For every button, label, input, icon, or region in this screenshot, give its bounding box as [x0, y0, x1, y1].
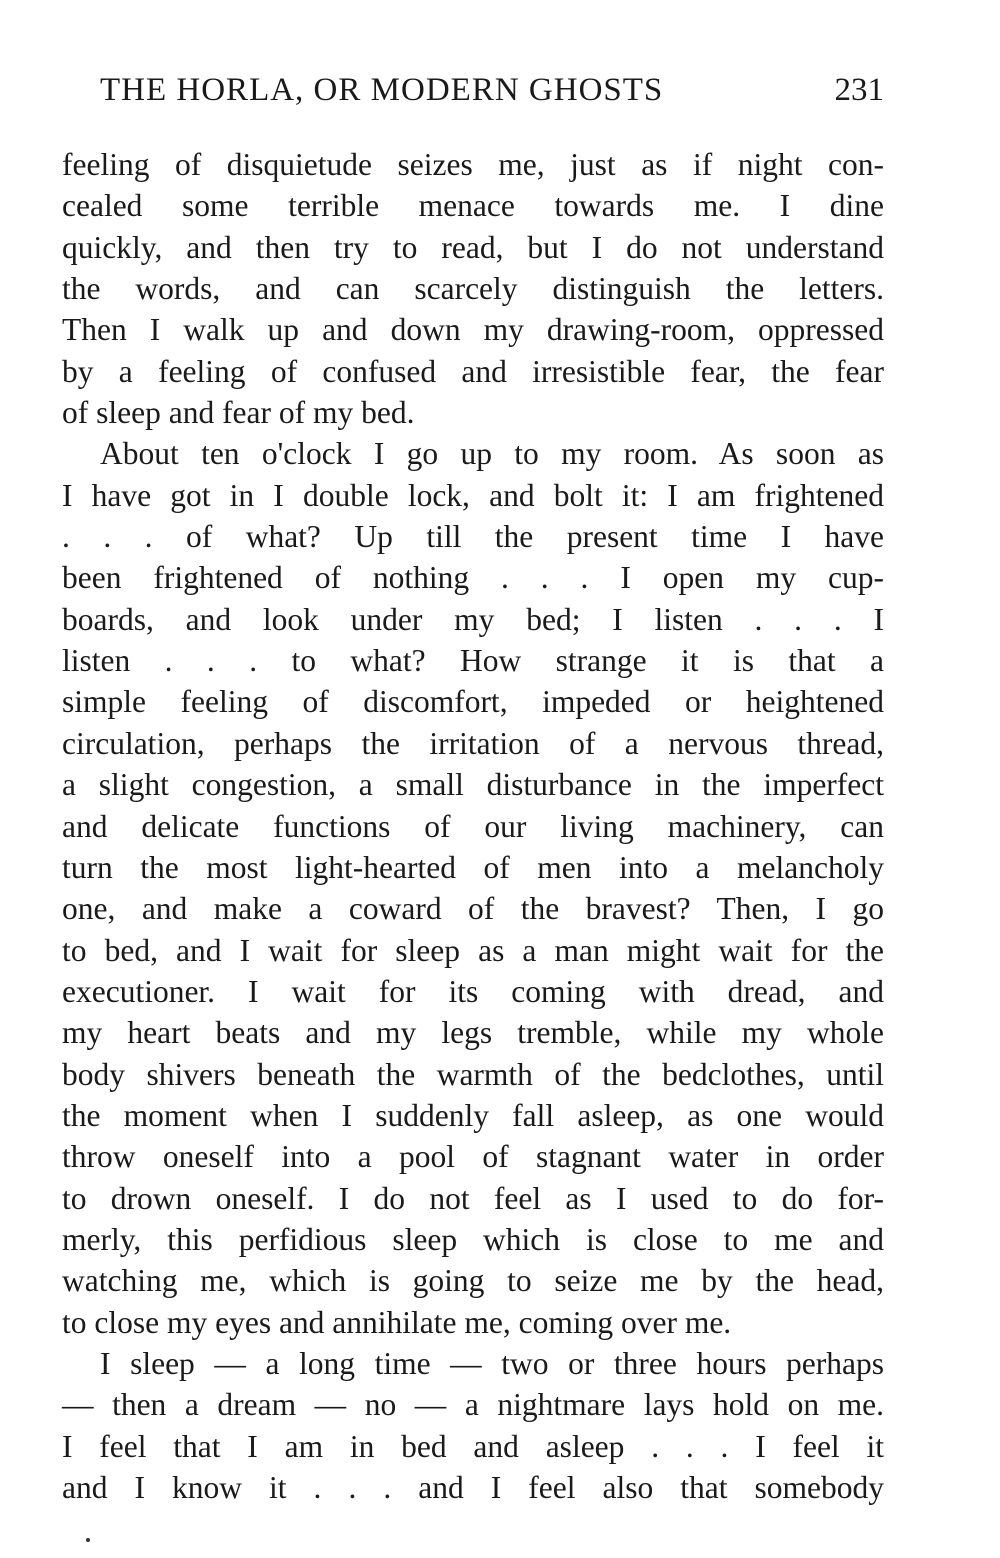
text-line: watching me, which is going to seize me by the head, — [62, 1263, 884, 1299]
text-line: About ten o'clock I go up to my room. As soon as — [100, 436, 884, 472]
text-line: quickly, and then try to read, but I do not understand — [62, 229, 884, 265]
text-line: Then I walk up and down my drawing-room, oppressed — [62, 312, 884, 348]
text-line: feeling of disquietude seizes me, just as if night con- — [62, 147, 884, 182]
page-header — [62, 72, 884, 122]
text-line: circulation, perhaps the irritation of a nervous thread, — [62, 725, 884, 761]
print-speck — [86, 1538, 90, 1542]
text-line: of sleep and fear of my bed. — [62, 395, 415, 431]
text-line: boards, and look under my bed; I listen . . . I — [62, 601, 884, 637]
text-line: the moment when I suddenly fall asleep, as one would — [62, 1097, 884, 1133]
text-line: to bed, and I wait for sleep as a man might wait for the — [62, 932, 884, 968]
text-line: to close my eyes and annihilate me, coming over me. — [62, 1304, 732, 1340]
text-line: merly, this perfidious sleep which is close to me and — [62, 1221, 884, 1257]
text-line: and I know it . . . and I feel also that somebody — [62, 1470, 884, 1505]
text-line: executioner. I wait for its coming with dread, and — [62, 973, 884, 1009]
text-line: a slight congestion, a small disturbance in the imperfect — [62, 767, 884, 803]
text-line: I have got in I double lock, and bolt it: I am frightened — [62, 477, 884, 513]
text-line: one, and make a coward of the bravest? Then, I go — [62, 891, 884, 927]
running-title: THE HORLA, OR MODERN GHOSTS — [100, 72, 664, 108]
text-line: . . . of what? Up till the present time I have — [62, 519, 884, 555]
paragraph — [62, 433, 884, 1343]
text-line: simple feeling of discomfort, impeded or heightened — [62, 684, 884, 720]
text-line: throw oneself into a pool of stagnant water in order — [62, 1139, 884, 1175]
text-line: been frightened of nothing . . . I open my cup- — [62, 560, 884, 596]
paragraph — [62, 144, 884, 433]
page-number: 231 — [834, 72, 884, 108]
text-line: I sleep — a long time — two or three hours perhaps — [100, 1345, 884, 1381]
text-line: cealed some terrible menace towards me. I dine — [62, 188, 884, 224]
text-line: body shivers beneath the warmth of the bedclothes, until — [62, 1056, 884, 1092]
text-line: I feel that I am in bed and asleep . . . I feel it — [62, 1428, 884, 1464]
paragraph — [62, 1343, 884, 1508]
text-line: and delicate functions of our living machinery, can — [62, 808, 884, 844]
text-line: to drown oneself. I do not feel as I used to do for- — [62, 1180, 884, 1216]
text-line: turn the most light-hearted of men into a melancholy — [62, 849, 884, 885]
body-text — [62, 144, 884, 1508]
text-line: my heart beats and my legs tremble, while my whole — [62, 1015, 884, 1051]
text-line: — then a dream — no — a nightmare lays hold on me. — [62, 1387, 884, 1423]
text-line: the words, and can scarcely distinguish the letters. — [62, 271, 884, 307]
text-line: by a feeling of confused and irresistible fear, the fear — [62, 353, 884, 389]
text-line: listen . . . to what? How strange it is that a — [62, 643, 884, 679]
